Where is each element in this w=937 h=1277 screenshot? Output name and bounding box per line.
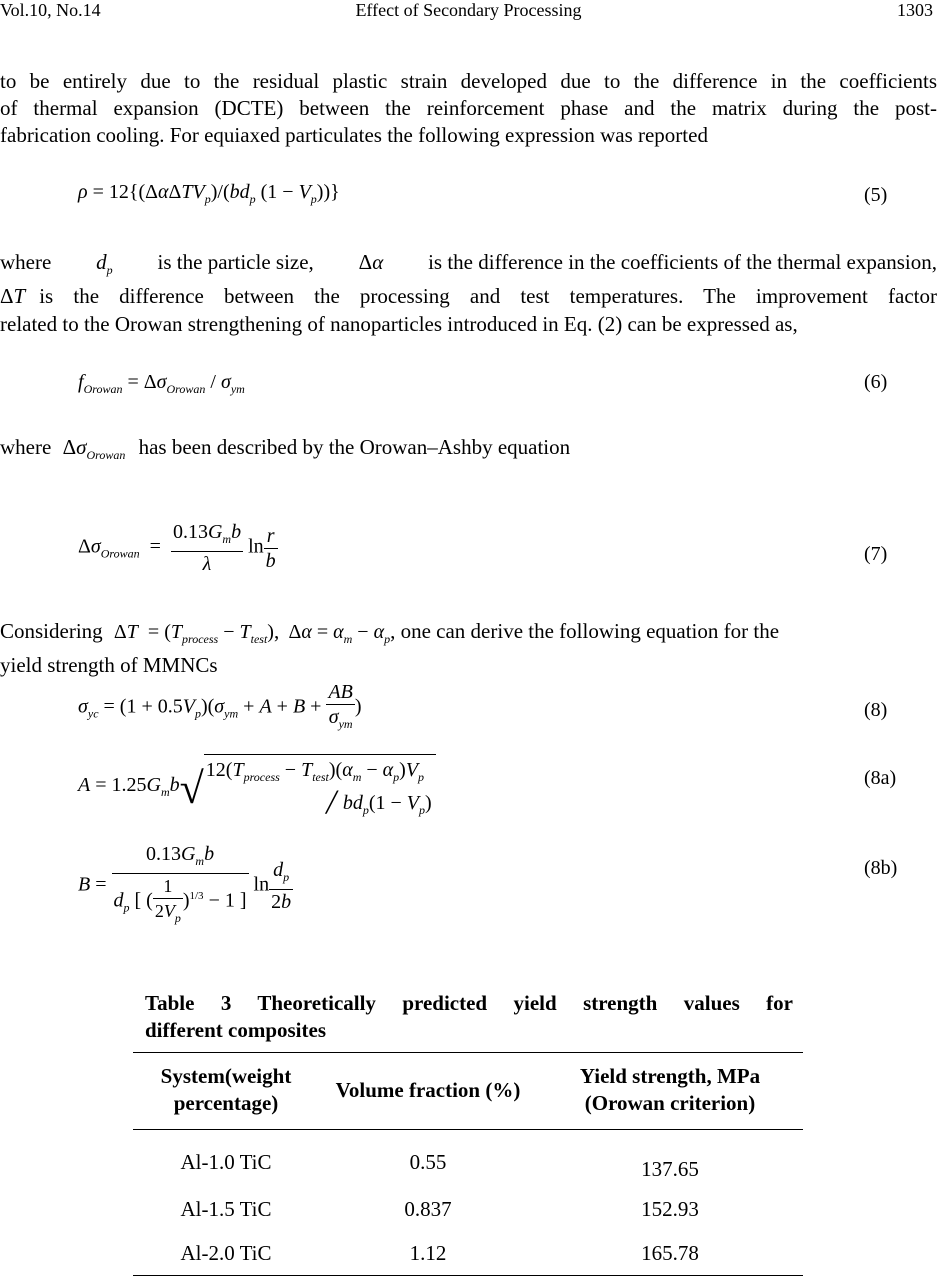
equation-number: (7) [864,543,888,565]
text-fragment: has been described by the Orowan–Ashby equation [138,435,571,459]
paragraph-line: of thermal expansion (DCTE) between the reinforcement phase and the matrix during the post- [0,96,937,120]
text-fragment: where [0,435,52,459]
paragraph-line [0,434,937,469]
table-cell: 152.93 [641,1197,699,1221]
equation-number: (6) [864,371,888,393]
paragraph-line: yield strength of MMNCs [0,653,218,677]
paragraph-line: Considering $\Delta T = (T_{process} - T_{test})$, $\Delta\alpha = \alpha_m - \alpha_p$, one can derive the following equation for the [0,619,780,646]
paragraph-line [0,283,937,310]
table-row [133,1224,803,1276]
table-caption-line: Table 3 Theoretically predicted yield strength values for [145,991,793,1015]
page-number: 1303 [897,0,933,20]
symbol-delta-alpha-definition: $\Delta\alpha = \alpha_m - \alpha_p$ [288,621,391,646]
symbol-dp: $d_p$ [96,250,113,277]
paragraph-line [0,249,937,284]
table-cell: 0.55 [409,1150,447,1174]
equation-number: (8a) [864,767,897,789]
text-fragment: Considering [0,619,103,643]
table-cell: 137.65 [641,1157,699,1181]
equation-8a: $A = 1.25G_mb√$ $12(T_{process} - T_{test})(\alpha_m - \alpha_p)V_p$ ╱ $bd_p(1 - V_p)$ [78,754,436,823]
table-header-system: System(weight percentage) [133,1053,319,1130]
table-caption [145,990,793,1044]
equation-6: $f_{Orowan} = \Delta\sigma_{Orowan} / \sigma_{ym}$ [78,371,245,396]
equation-7: $\Delta\sigma_{Orowan}$ = $\frac{0.13G_mb}{\lambda}$ ln $\frac{r}{b}$ [78,521,276,575]
yield-strength-table [133,1052,803,1276]
table-header-yield-strength: Yield strength, MPa (Orowan criterion) [537,1053,803,1130]
symbol-delta-sigma-orowan: $\Delta\sigma_{Orowan}$ [62,435,126,462]
text-fragment: where [0,250,52,274]
symbol-delta-alpha: Δα [358,250,384,274]
text-fragment: , one can derive the following equation for the [390,619,780,643]
running-header-volume: Vol.10, No.14 [0,0,101,20]
table-cell: 0.837 [404,1197,452,1221]
table-header-volume-fraction: Volume fraction (%) [319,1053,537,1130]
table-cell: Al-1.0 TiC [180,1150,272,1174]
text-fragment: is the difference between the processing and test temperatures. The improvement factor [39,284,937,308]
paragraph-line: to be entirely due to the residual plastic strain developed due to the difference in the coefficients [0,69,937,93]
equation-5: $\rho = 12\{(\Delta\alpha\Delta TV_p)/(bd_p$ $(1 - V_p)$)} [78,181,340,206]
table-cell: Al-2.0 TiC [133,1224,319,1276]
equation-number: (5) [864,184,888,206]
paragraph-line: fabrication cooling. For equiaxed particulates the following expression was reported [0,123,708,147]
table-cell: Al-1.5 TiC [180,1197,272,1221]
symbol-delta-t: ΔT [0,284,26,308]
paragraph-line: related to the Orowan strengthening of nanoparticles introduced in Eq. (2) can be expressed as, [0,312,798,336]
equation-number: (8) [864,699,888,721]
table-caption-line: different composites [145,1018,326,1042]
running-header-title: Effect of Secondary Processing [355,0,582,20]
table-cell: 1.12 [319,1224,537,1276]
text-fragment: is the difference in the coefficients of the thermal expansion, [428,250,937,274]
table-cell: 165.78 [537,1224,803,1276]
equation-8: $\sigma_{yc} = (1 + 0.5V_p)(\sigma_{ym} + A + B$ + $\frac{AB}{\sigma_{ym}}$ ) [78,681,362,731]
table-row [133,1130,803,1185]
equation-number: (8b) [864,857,898,879]
equation-8b: B = $0.13G_mb$ $d_p$ [ ( $\frac{1}{2V_p}$ )$^{1/3}$ − 1 ] ln $\frac{d_p}{2b}$ [78,843,292,925]
table-row [133,1184,803,1224]
symbol-delta-t-definition: $\Delta T = (T_{process} - T_{test})$ [113,621,274,646]
text-fragment: is the particle size, [157,250,314,274]
